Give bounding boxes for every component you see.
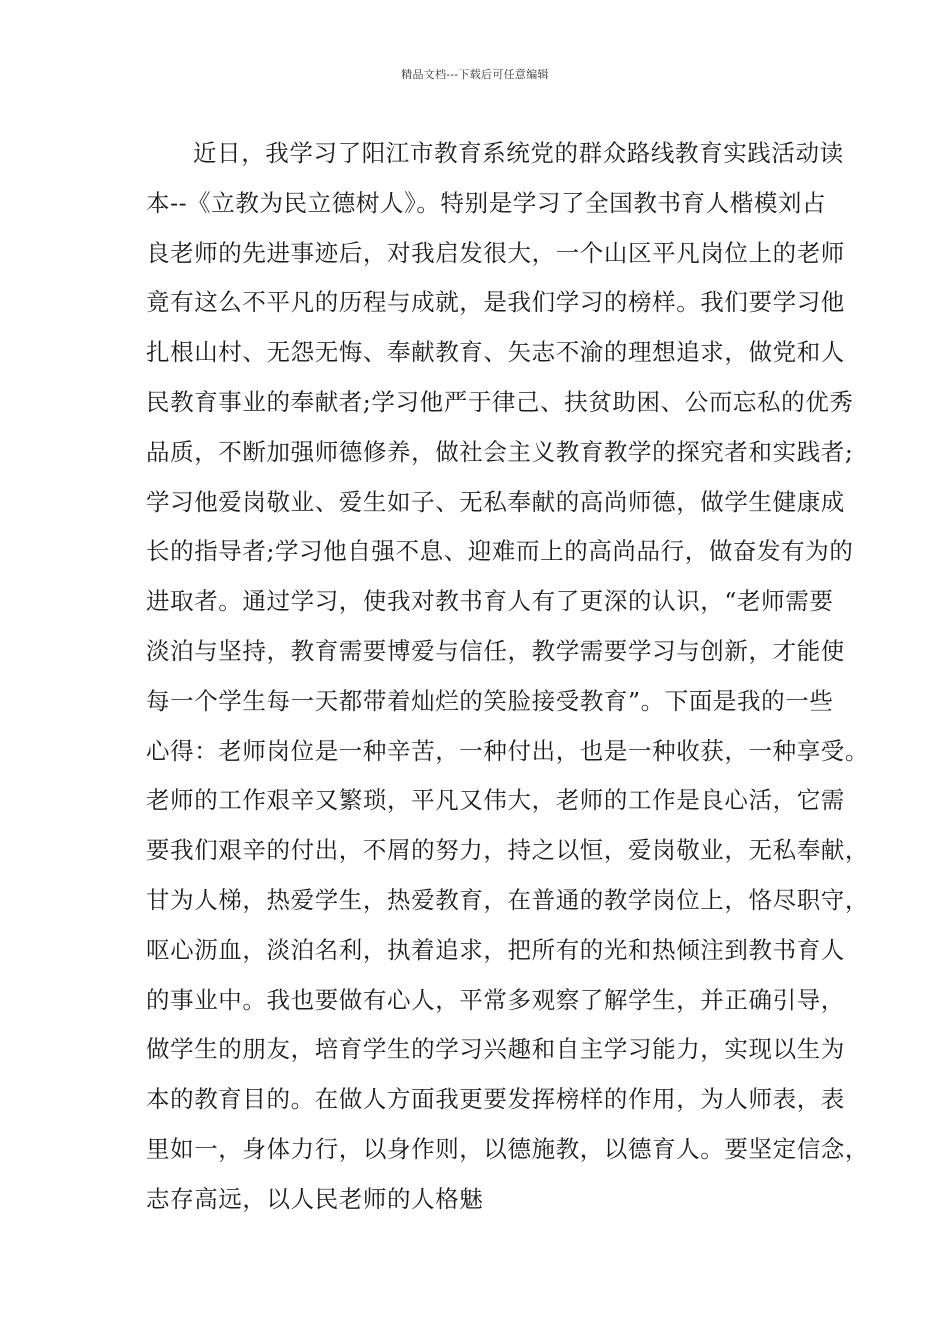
text-line: 甘为人梯，热爱学生，热爱教育，在普通的教学岗位上，恪尽职守， [146,885,869,914]
text-line: 本的教育目的。在做人方面我更要发挥榜样的作用，为人师表，表 [146,1085,845,1114]
text-line: 良老师的先进事迹后，对我启发很大，一个山区平凡岗位上的老师 [146,238,845,267]
text-line: 淡泊与坚持，教育需要博爱与信任，教学需要学习与创新，才能使 [146,636,845,665]
text-line: 学习他爱岗敬业、爱生如子、无私奉献的高尚师德，做学生健康成 [146,487,845,516]
text-line: 志存高远，以人民老师的人格魅 [146,1184,484,1213]
text-line: 近日，我学习了阳江市教育系统党的群众路线教育实践活动读 [193,139,844,167]
text-line: 每一个学生每一天都带着灿烂的笑脸接受教育”。下面是我的一些 [146,686,834,715]
text-line: 老师的工作艰辛又繁琐，平凡又伟大，老师的工作是良心活，它需 [146,786,845,815]
text-line: 里如一，身体力行，以身作则，以德施教，以德育人。要坚定信念， [146,1134,869,1163]
text-line: 扎根山村、无怨无悔、奉献教育、矢志不渝的理想追求，做党和人 [146,338,845,367]
page-header: 精品文档---下载后可任意编辑 [401,68,549,81]
text-line: 呕心沥血，淡泊名利，执着追求，把所有的光和热倾注到教书育人 [146,935,845,964]
text-line: 品质，不断加强师德修养，做社会主义教育教学的探究者和实践者; [146,437,854,466]
text-line: 民教育事业的奉献者;学习他严于律己、扶贫助困、公而忘私的优秀 [146,387,854,416]
text-line: 本--《立教为民立德树人》。特别是学习了全国教书育人楷模刘占 [146,188,827,217]
text-line: 进取者。通过学习，使我对教书育人有了更深的认识，“老师需要 [146,587,834,616]
text-line: 的事业中。我也要做有心人，平常多观察了解学生，并正确引导， [146,985,845,1014]
body-paragraph [146,133,869,1229]
text-line: 要我们艰辛的付出，不屑的努力，持之以恒，爱岗敬业，无私奉献， [146,836,869,865]
text-line: 竟有这么不平凡的历程与成就，是我们学习的榜样。我们要学习他 [146,288,845,317]
text-line: 长的指导者;学习他自强不息、迎难而上的高尚品行，做奋发有为的 [146,537,854,566]
text-line: 心得：老师岗位是一种辛苦，一种付出，也是一种收获，一种享受。 [146,736,869,765]
text-line: 做学生的朋友，培育学生的学习兴趣和自主学习能力，实现以生为 [146,1035,845,1064]
